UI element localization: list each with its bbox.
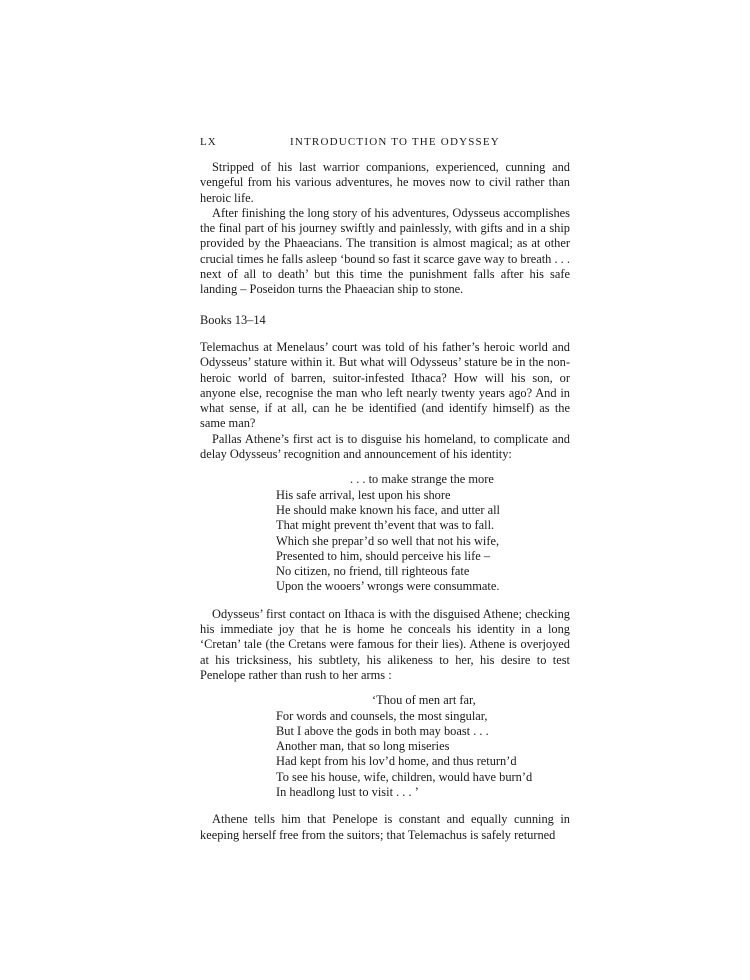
verse-line: Which she prepar’d so well that not his wife, [276,533,500,548]
paragraph: After finishing the long story of his adventures, Odysseus accomplishes the final part of his journey swiftly and painlessly, with gifts and in a ship provided by the Phaeacians. The transition is almost magical; as at other crucial times he falls asleep ‘bound so fast it scarce gave way to breath . . . next of all to death’ but this time the punishment falls after his safe landing – Poseidon turns the Phaeacian ship to stone. [200,205,570,297]
page-number: LX [200,136,217,148]
verse-line: Presented to him, should perceive his life – [276,548,491,563]
paragraph: Odysseus’ first contact on Ithaca is with the disguised Athene; checking his immediate joy that he is home he conceals his identity in a long ‘Cretan’ tale (the Cretans were famous for their lies). Athene is overjoyed at his tricksiness, his subtlety, his alikeness to her, his desire to test Penelope rather than rush to her arms : [200,606,570,682]
verse-line: Another man, that so long miseries [276,739,450,754]
running-head-title: INTRODUCTION TO THE ODYSSEY [290,136,500,148]
paragraph: Stripped of his last warrior companions, experienced, cunning and vengeful from his various adventures, he moves now to civil rather than heroic life. [200,160,570,205]
verse-line: For words and counsels, the most singular, [276,708,488,723]
verse-line: Had kept from his lov’d home, and thus return’d [276,754,517,769]
verse-line: ‘Thou of men art far, [372,693,476,708]
verse-line: No citizen, no friend, till righteous fate [276,564,470,579]
running-head [200,136,570,154]
verse-line: To see his house, wife, children, would have burn’d [276,769,533,784]
section-heading: Books 13–14 [200,312,266,327]
verse-line: His safe arrival, lest upon his shore [276,487,451,502]
verse-line: . . . to make strange the more [350,472,494,487]
verse-line: But I above the gods in both may boast . . . [276,723,489,738]
paragraph: Telemachus at Menelaus’ court was told of his father’s heroic world and Odysseus’ stature within it. But what will Odysseus’ stature be in the non-heroic world of barren, suitor-infested Ithaca? How will his son, or anyone else, recognise the man who left nearly twenty years ago? And in what sense, if at all, can he be identified (and identify himself) as the same man? [200,339,570,431]
paragraph: Pallas Athene’s first act is to disguise his homeland, to complicate and delay Odysseus’ recognition and announcement of his identity: [200,431,570,462]
verse-line: In headlong lust to visit . . . ’ [276,784,419,799]
verse-line: Upon the wooers’ wrongs were consummate. [276,579,500,594]
verse-quotation [276,693,570,800]
verse-line: That might prevent th’event that was to fall. [276,518,495,533]
paragraph: Athene tells him that Penelope is constant and equally cunning in keeping herself free from the suitors; that Telemachus is safely returned [200,812,570,842]
book-page [200,136,570,843]
verse-line: He should make known his face, and utter all [276,502,500,517]
verse-quotation [276,472,570,594]
